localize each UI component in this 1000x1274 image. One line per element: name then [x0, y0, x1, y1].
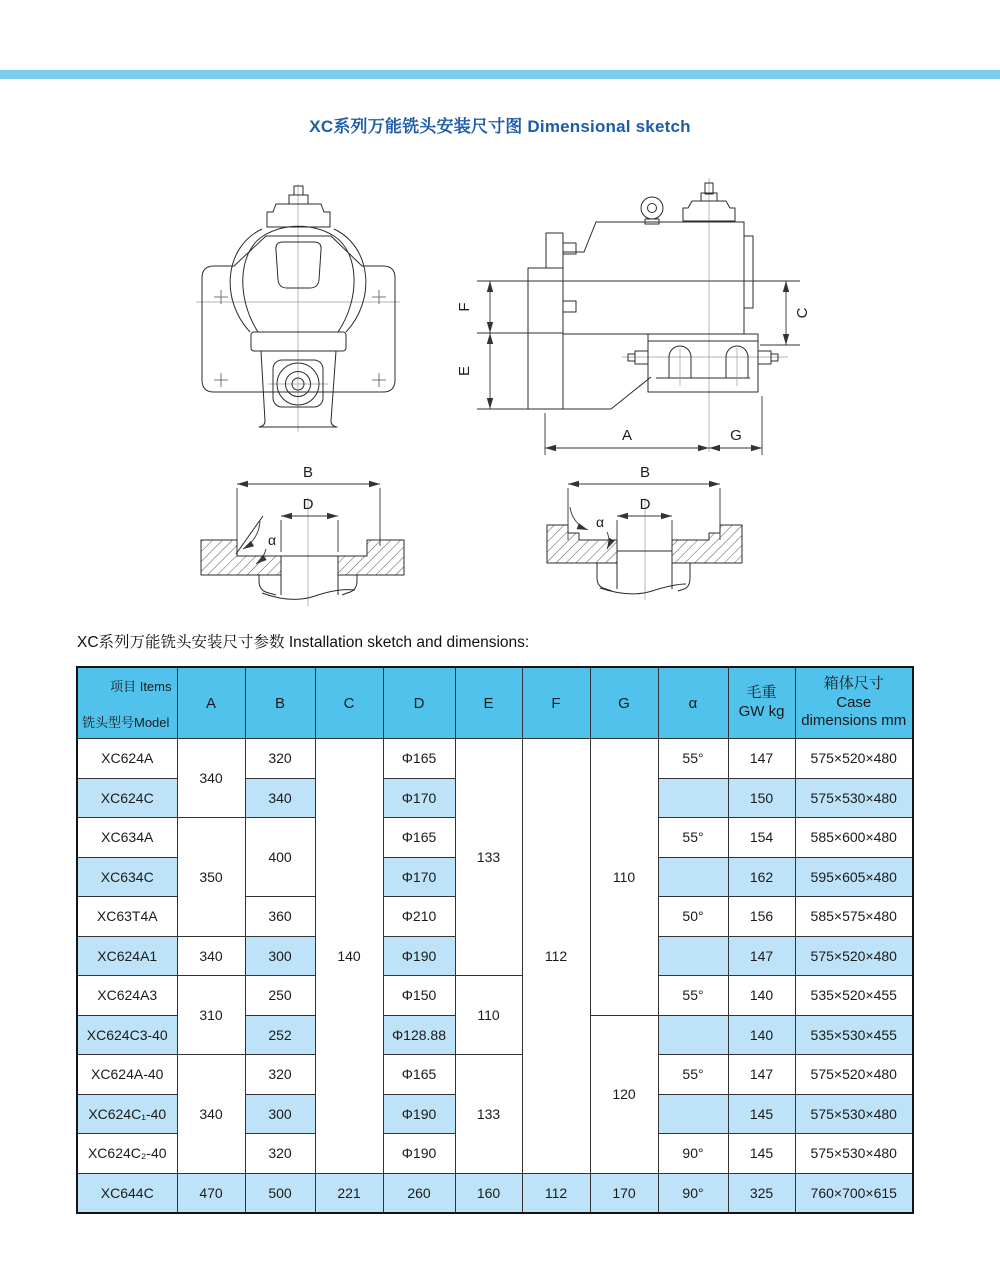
cell-e: 110 — [455, 976, 522, 1055]
cell-b: 320 — [245, 1134, 315, 1174]
dim-label-b-right: B — [639, 464, 651, 481]
dim-label-d-right: D — [639, 496, 651, 513]
cell-model: XC624C3-40 — [77, 1015, 177, 1055]
cell-g: 110 — [590, 739, 658, 1016]
cell-b: 320 — [245, 1055, 315, 1095]
dim-label-e: E — [456, 365, 473, 377]
gw-header-en: GW kg — [738, 703, 785, 720]
cell-a: 340 — [177, 1055, 245, 1174]
cell-c: 221 — [315, 1173, 383, 1213]
dim-label-a: A — [621, 427, 633, 444]
cell-case: 575×530×480 — [795, 1134, 913, 1174]
cell-gw: 147 — [728, 1055, 795, 1095]
cell-d: Φ210 — [383, 897, 455, 937]
cell-alpha: 90° — [658, 1134, 728, 1174]
cell-e: 133 — [455, 1055, 522, 1174]
cell-a: 340 — [177, 739, 245, 818]
cell-f: 112 — [522, 739, 590, 1174]
corner-model-label: 铣头型号Model — [82, 715, 170, 730]
col-header-f: F — [522, 667, 590, 739]
cell-d: Φ170 — [383, 778, 455, 818]
cell-gw: 140 — [728, 1015, 795, 1055]
corner-cell — [77, 667, 177, 739]
cell-b: 500 — [245, 1173, 315, 1213]
col-header-case — [795, 667, 913, 739]
cell-b: 300 — [245, 1094, 315, 1134]
cell-d: Φ150 — [383, 976, 455, 1016]
cell-model: XC624A — [77, 739, 177, 779]
cell-alpha — [658, 1094, 728, 1134]
col-header-b: B — [245, 667, 315, 739]
cell-e: 160 — [455, 1173, 522, 1213]
cell-e: 133 — [455, 739, 522, 976]
flange-section-left-drawing — [201, 464, 404, 606]
cell-d: Φ165 — [383, 739, 455, 779]
dim-label-alpha-left: α — [268, 532, 277, 548]
cell-c: 140 — [315, 739, 383, 1174]
cell-gw: 162 — [728, 857, 795, 897]
cell-gw: 156 — [728, 897, 795, 937]
cell-g: 170 — [590, 1173, 658, 1213]
cell-d: Φ165 — [383, 818, 455, 858]
cell-alpha: 55° — [658, 818, 728, 858]
table-header-row — [77, 667, 913, 739]
col-header-a: A — [177, 667, 245, 739]
cell-model: XC624C — [77, 778, 177, 818]
cell-alpha: 55° — [658, 1055, 728, 1095]
dim-label-g: G — [730, 427, 742, 444]
cell-model: XC634A — [77, 818, 177, 858]
corner-items-label: 项目 Items — [110, 679, 172, 694]
cell-d: Φ190 — [383, 936, 455, 976]
cell-b: 360 — [245, 897, 315, 937]
dim-label-d-left: D — [302, 496, 314, 513]
cell-model: XC624A1 — [77, 936, 177, 976]
table-row — [77, 976, 913, 1016]
cell-alpha — [658, 778, 728, 818]
dim-label-c: C — [794, 307, 811, 319]
case-header-cn: 箱体尺寸 — [823, 674, 884, 692]
cell-f: 112 — [522, 1173, 590, 1213]
cell-case: 760×700×615 — [795, 1173, 913, 1213]
dimensions-table — [76, 666, 914, 1214]
cell-case: 575×520×480 — [795, 739, 913, 779]
cell-a: 340 — [177, 936, 245, 976]
cell-d: Φ170 — [383, 857, 455, 897]
cell-d: Φ165 — [383, 1055, 455, 1095]
cell-a: 310 — [177, 976, 245, 1055]
cell-gw: 325 — [728, 1173, 795, 1213]
cell-gw: 145 — [728, 1134, 795, 1174]
cell-gw: 147 — [728, 739, 795, 779]
cell-case: 535×520×455 — [795, 976, 913, 1016]
cell-a: 470 — [177, 1173, 245, 1213]
cell-a: 350 — [177, 818, 245, 937]
dim-label-b-left: B — [302, 464, 314, 481]
cell-case: 575×530×480 — [795, 778, 913, 818]
col-header-e: E — [455, 667, 522, 739]
cell-model: XC624C₂-40 — [77, 1134, 177, 1174]
case-header-en2: dimensions mm — [801, 712, 907, 730]
cell-alpha — [658, 936, 728, 976]
cell-case: 585×575×480 — [795, 897, 913, 937]
cell-gw: 154 — [728, 818, 795, 858]
cell-b: 300 — [245, 936, 315, 976]
col-header-c: C — [315, 667, 383, 739]
cell-alpha — [658, 1015, 728, 1055]
side-view-drawing — [456, 178, 811, 455]
cell-case: 595×605×480 — [795, 857, 913, 897]
dim-label-f: F — [456, 302, 473, 312]
cell-model: XC63T4A — [77, 897, 177, 937]
cell-b: 340 — [245, 778, 315, 818]
front-view-drawing — [196, 184, 400, 432]
table-section-heading: XC系列万能铣头安装尺寸参数 Installation sketch and dimensions: — [77, 634, 530, 651]
cell-gw: 147 — [728, 936, 795, 976]
cell-g: 120 — [590, 1015, 658, 1173]
cell-gw: 140 — [728, 976, 795, 1016]
table-row — [77, 739, 913, 779]
cell-d: Φ190 — [383, 1134, 455, 1174]
cell-case: 575×520×480 — [795, 936, 913, 976]
col-header-g: G — [590, 667, 658, 739]
cell-d: Φ128.88 — [383, 1015, 455, 1055]
cell-alpha — [658, 857, 728, 897]
cell-alpha: 50° — [658, 897, 728, 937]
cell-b: 400 — [245, 818, 315, 897]
cell-gw: 145 — [728, 1094, 795, 1134]
cell-b: 252 — [245, 1015, 315, 1055]
table-row — [77, 1173, 913, 1213]
table-row — [77, 1055, 913, 1095]
cell-b: 320 — [245, 739, 315, 779]
col-header-gw — [728, 667, 795, 739]
page-title: XC系列万能铣头安装尺寸图 Dimensional sketch — [309, 117, 691, 136]
cell-model: XC644C — [77, 1173, 177, 1213]
cell-case: 585×600×480 — [795, 818, 913, 858]
cell-alpha: 55° — [658, 739, 728, 779]
col-header-alpha: α — [658, 667, 728, 739]
dim-label-alpha-right: α — [596, 514, 605, 530]
col-header-d: D — [383, 667, 455, 739]
flange-section-right-drawing — [547, 464, 742, 600]
cell-alpha: 90° — [658, 1173, 728, 1213]
mounting-hole-marks — [214, 290, 386, 387]
cell-gw: 150 — [728, 778, 795, 818]
cell-model: XC634C — [77, 857, 177, 897]
cell-b: 250 — [245, 976, 315, 1016]
cell-case: 575×520×480 — [795, 1055, 913, 1095]
cell-alpha: 55° — [658, 976, 728, 1016]
cell-d: Φ190 — [383, 1094, 455, 1134]
gw-header-cn: 毛重 — [746, 684, 777, 702]
case-header-en1: Case — [836, 693, 872, 711]
cell-d: 260 — [383, 1173, 455, 1213]
cell-case: 535×530×455 — [795, 1015, 913, 1055]
cell-model: XC624A3 — [77, 976, 177, 1016]
cell-model: XC624C₁-40 — [77, 1094, 177, 1134]
cell-case: 575×530×480 — [795, 1094, 913, 1134]
cell-model: XC624A-40 — [77, 1055, 177, 1095]
